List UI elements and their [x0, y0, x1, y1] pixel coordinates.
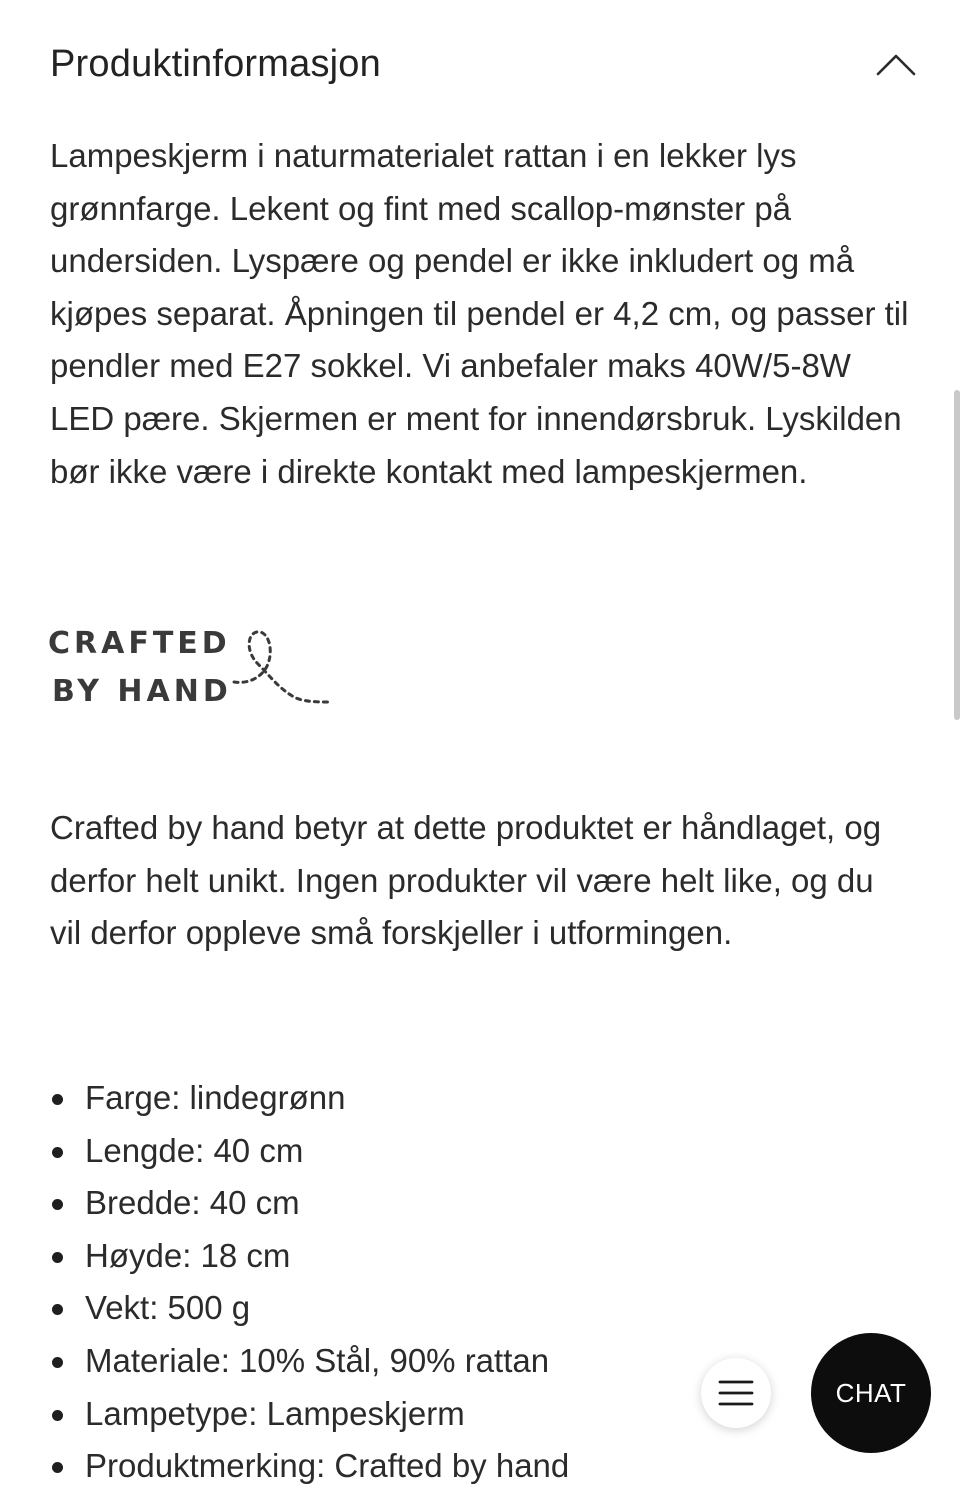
product-description: [50, 130, 910, 498]
menu-button[interactable]: [701, 1358, 771, 1428]
product-info-accordion-header[interactable]: [50, 38, 920, 90]
crafted-by-hand-logo: [48, 620, 348, 720]
bullet-icon: [52, 1252, 63, 1263]
hamburger-menu-icon: [718, 1378, 754, 1408]
chat-button[interactable]: [811, 1333, 931, 1453]
bullet-icon: [52, 1304, 63, 1315]
list-item: Farge: lindegrønn: [50, 1072, 569, 1125]
chat-button-label: CHAT: [835, 1377, 907, 1408]
list-item: Lampetype: Lampeskjerm: [50, 1388, 569, 1441]
bullet-icon: [52, 1357, 63, 1368]
logo-line-2: BY HAND: [52, 674, 232, 709]
crafted-by-hand-description: [50, 802, 910, 960]
list-item: Lengde: 40 cm: [50, 1125, 569, 1178]
logo-line-1: CRAFTED: [48, 626, 231, 661]
bullet-icon: [52, 1410, 63, 1421]
bullet-icon: [52, 1199, 63, 1210]
list-item: Materiale: 10% Stål, 90% rattan: [50, 1335, 569, 1388]
list-item: Bredde: 40 cm: [50, 1177, 569, 1230]
scrollbar[interactable]: [954, 390, 960, 720]
bullet-icon: [52, 1147, 63, 1158]
chevron-up-icon[interactable]: [874, 42, 918, 86]
dotted-thread-icon: [48, 620, 348, 720]
bullet-icon: [52, 1462, 63, 1473]
accordion-title: Produktinformasjon: [50, 42, 381, 85]
bullet-icon: [52, 1094, 63, 1105]
list-item: Produktmerking: Crafted by hand: [50, 1440, 569, 1493]
description-text: Lampeskjerm i naturmaterialet rattan i en lekker lys grønnfarge. Lekent og fint med scallop-mønster på undersiden. Lyspære og pendel er ikke inkludert og må kjøpes separat. Åpningen til pendel er 4,2 cm, og passer til pendler med E27 sokkel. Vi anbefaler maks 40W/5-8W LED pære. Skjermen er ment for innendørsbruk. Lyskilden bør ikke være i direkte kontakt med lampeskjermen.: [50, 137, 909, 490]
list-item: Høyde: 18 cm: [50, 1230, 569, 1283]
list-item: Vekt: 500 g: [50, 1282, 569, 1335]
spec-list: [50, 1072, 569, 1493]
crafted-text: Crafted by hand betyr at dette produktet er håndlaget, og derfor helt unikt. Ingen produkter vil være helt like, og du vil derfor oppleve små forskjeller i utformingen.: [50, 809, 882, 952]
